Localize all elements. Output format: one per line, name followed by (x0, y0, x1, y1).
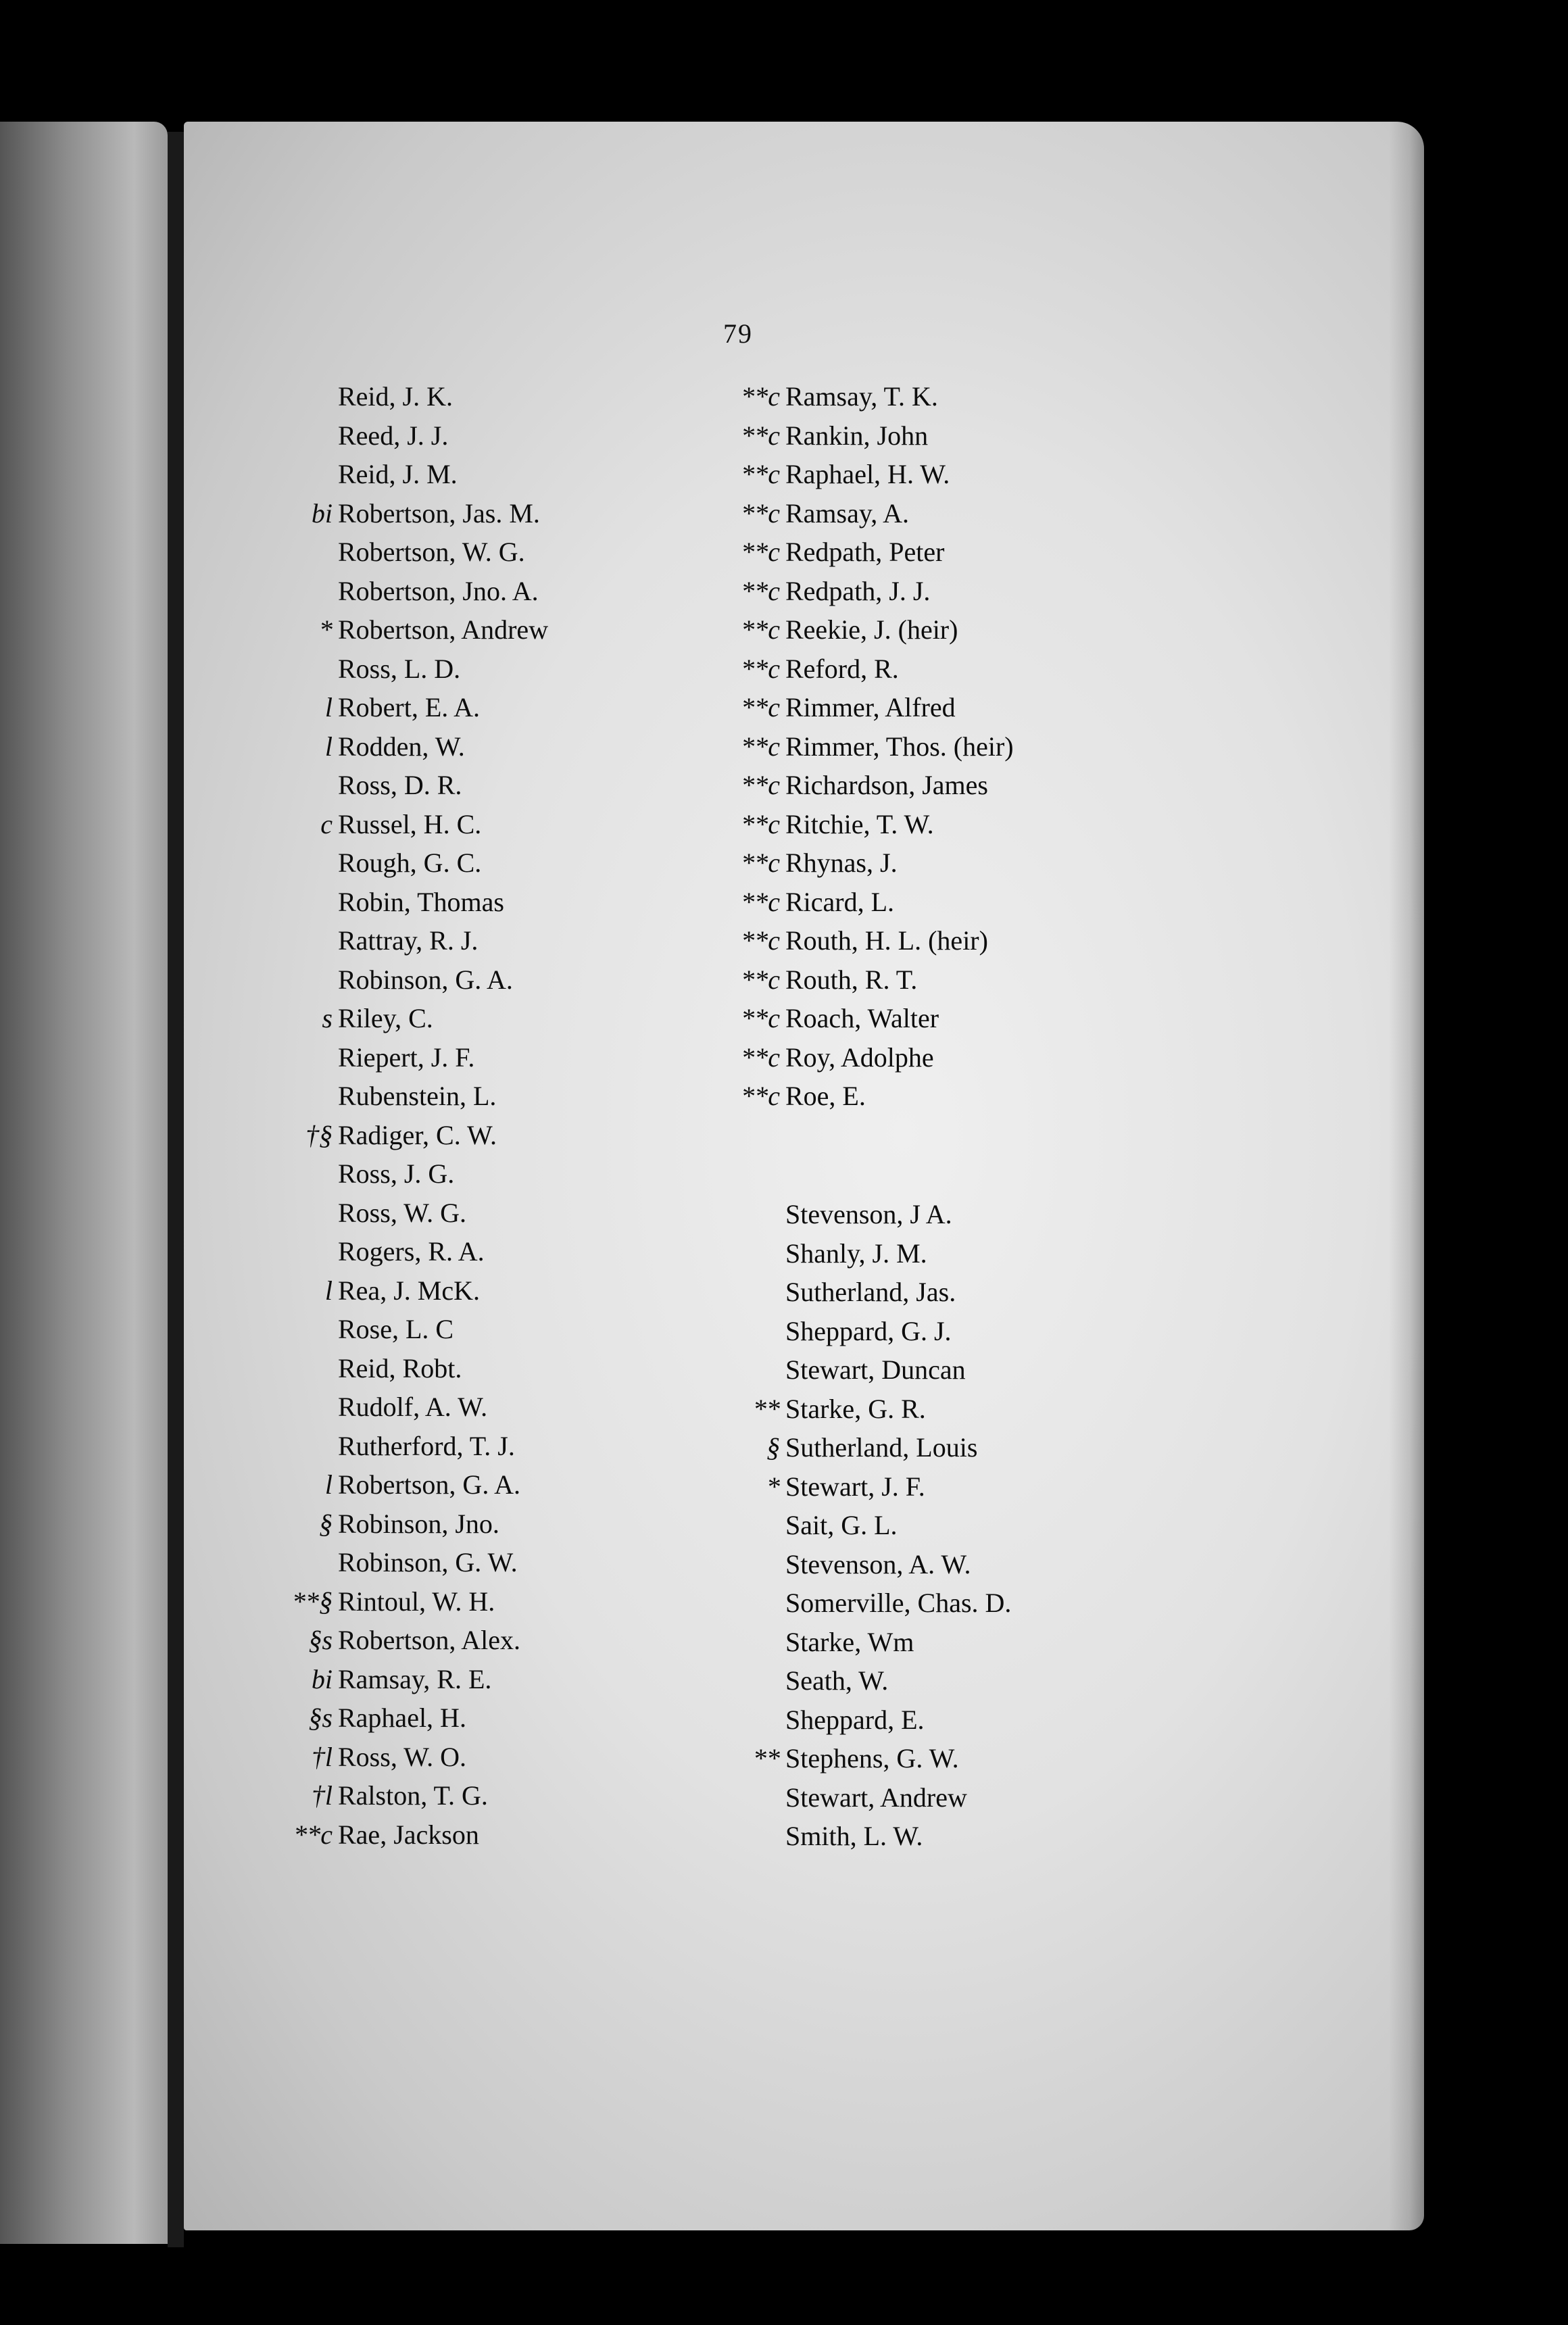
entry-mark: c (320, 808, 333, 839)
entry-name: Ramsay, R. E. (338, 1663, 492, 1694)
entry-mark: **c (741, 653, 780, 684)
name-entry (785, 1584, 1011, 1623)
name-entry (338, 883, 548, 922)
entry-mark: **c (293, 1819, 333, 1850)
name-entry (741, 766, 1014, 805)
entry-name: Sheppard, G. J. (785, 1315, 952, 1346)
name-entry (338, 533, 548, 572)
entry-mark: **c (741, 420, 780, 451)
entry-name: Rea, J. McK. (338, 1275, 480, 1306)
entry-name: Stevenson, A. W. (785, 1548, 971, 1580)
entry-mark: †l (311, 1741, 333, 1772)
entry-name: Ralston, T. G. (338, 1780, 488, 1811)
entry-name: Robertson, W. G. (338, 537, 525, 567)
name-entry (785, 1817, 1011, 1856)
entry-name: Rankin, John (785, 420, 929, 451)
entry-name: Somerville, Chas. D. (785, 1588, 1012, 1618)
entry-name: Robin, Thomas (338, 886, 504, 917)
entry-name: Rogers, R. A. (338, 1236, 485, 1267)
name-entry (785, 1623, 1011, 1662)
entry-name: Raphael, H. (338, 1703, 466, 1733)
entry-mark: †l (311, 1780, 333, 1811)
name-entry (741, 883, 1014, 922)
name-entry (741, 650, 1014, 689)
entry-mark: **c (741, 770, 780, 800)
name-entry (766, 1428, 1011, 1467)
entry-name: Reid, J. M. (338, 459, 458, 489)
name-entry (311, 1660, 548, 1699)
name-entry (741, 805, 1014, 844)
entry-mark: § (766, 1432, 780, 1463)
page-edge-shadow (1389, 122, 1424, 2230)
name-entry (338, 1194, 548, 1233)
name-entry (741, 1038, 1014, 1077)
entry-name: Ricard, L. (785, 886, 895, 917)
entry-name: Reid, J. K. (338, 381, 453, 412)
name-entry (741, 921, 1014, 960)
entry-name: Reekie, J. (heir) (785, 614, 958, 645)
entry-name: Ross, W. G. (338, 1197, 467, 1228)
entry-name: Russel, H. C. (338, 808, 482, 839)
name-entry (338, 650, 548, 689)
entry-name: Redpath, J. J. (785, 575, 931, 606)
entry-name: Ramsay, A. (785, 497, 909, 529)
entry-name: Rattray, R. J. (338, 925, 479, 956)
name-entry (311, 494, 548, 533)
entry-name: Sait, G. L. (785, 1510, 898, 1540)
entry-name: Reford, R. (785, 653, 899, 684)
entry-name: Rimmer, Alfred (785, 692, 956, 723)
name-entry (785, 1545, 1011, 1584)
entry-name: Routh, R. T. (785, 964, 918, 995)
name-entry (338, 1232, 548, 1271)
name-entry (324, 1465, 548, 1504)
name-entry (338, 921, 548, 960)
book-gutter (168, 132, 184, 2247)
name-entry (324, 727, 548, 766)
name-entry (338, 843, 548, 883)
page-number: 79 (723, 318, 753, 349)
entry-name: Robert, E. A. (338, 692, 480, 723)
entry-name: Radiger, C. W. (338, 1119, 497, 1150)
entry-name: Robertson, Andrew (338, 614, 549, 645)
entry-name: Rudolf, A. W. (338, 1392, 488, 1422)
entry-name: Stewart, Andrew (785, 1782, 967, 1813)
entry-mark: §s (308, 1703, 333, 1733)
entry-mark: § (319, 1508, 333, 1539)
name-entry (741, 455, 1014, 494)
entry-mark: **c (741, 1003, 780, 1033)
entry-name: Raphael, H. W. (785, 459, 950, 489)
entry-mark: **c (741, 575, 780, 606)
entry-name: Rubenstein, L. (338, 1081, 497, 1111)
entry-mark: **c (741, 459, 780, 489)
name-entry (338, 960, 548, 1000)
entry-name: Starke, Wm (785, 1626, 914, 1657)
name-entry (308, 1698, 548, 1738)
left-name-column (292, 377, 549, 1854)
entry-mark: **c (741, 614, 780, 645)
entry-name: Robinson, G. A. (338, 964, 513, 995)
name-entry (785, 1350, 1011, 1390)
name-entry (785, 1234, 1011, 1273)
right-name-column-s (753, 1195, 1012, 1856)
entry-name: Rough, G. C. (338, 848, 482, 878)
entry-name: Ritchie, T. W. (785, 808, 934, 839)
name-entry (338, 1154, 548, 1194)
name-entry (311, 1738, 548, 1777)
entry-mark: §s (308, 1625, 333, 1655)
name-entry (785, 1312, 1011, 1351)
name-entry (311, 1776, 548, 1815)
name-entry (292, 1582, 548, 1621)
name-entry (338, 1077, 548, 1116)
entry-mark: ** (753, 1393, 780, 1424)
name-entry (338, 1349, 548, 1388)
entry-name: Shanly, J. M. (785, 1238, 927, 1269)
name-entry (785, 1273, 1011, 1312)
entry-name: Smith, L. W. (785, 1821, 923, 1851)
entry-name: Stephens, G. W. (785, 1743, 959, 1773)
name-entry (322, 999, 548, 1038)
name-entry (338, 1038, 548, 1077)
entry-name: Rimmer, Thos. (heir) (785, 731, 1014, 762)
entry-name: Routh, H. L. (heir) (785, 925, 988, 956)
entry-mark: **c (741, 886, 780, 917)
entry-mark: **c (741, 848, 780, 878)
entry-name: Starke, G. R. (785, 1393, 926, 1424)
name-entry (338, 455, 548, 494)
entry-name: Richardson, James (785, 770, 988, 800)
entry-mark: **c (741, 731, 780, 762)
entry-name: Robertson, Jas. M. (338, 497, 540, 529)
entry-name: Riepert, J. F. (338, 1042, 475, 1073)
entry-mark: ** (753, 1743, 780, 1773)
name-entry (785, 1506, 1011, 1545)
right-name-column-r (741, 377, 1014, 1116)
entry-name: Riley, C. (338, 1003, 433, 1033)
name-entry (320, 805, 548, 844)
entry-mark: **c (741, 692, 780, 723)
entry-mark: **c (741, 808, 780, 839)
name-entry (305, 1116, 548, 1155)
entry-name: Stewart, Duncan (785, 1354, 966, 1385)
entry-name: Rae, Jackson (338, 1819, 479, 1850)
entry-name: Rutherford, T. J. (338, 1430, 515, 1461)
name-entry (741, 727, 1014, 766)
entry-name: Rodden, W. (338, 731, 465, 762)
name-entry (338, 377, 548, 416)
entry-mark: **c (741, 497, 780, 529)
entry-mark: **c (741, 925, 780, 956)
entry-name: Robertson, G. A. (338, 1469, 520, 1500)
name-entry (785, 1195, 1011, 1234)
entry-name: Redpath, Peter (785, 537, 945, 567)
entry-name: Reid, Robt. (338, 1352, 462, 1384)
entry-mark: l (324, 731, 333, 762)
name-entry (741, 610, 1014, 650)
entry-mark: **c (741, 381, 780, 412)
entry-mark: l (324, 692, 333, 723)
name-entry (741, 1077, 1014, 1116)
name-entry (338, 1543, 548, 1582)
previous-page-edge (0, 122, 168, 2244)
entry-name: Robinson, Jno. (338, 1508, 499, 1539)
name-entry (338, 1427, 548, 1466)
entry-mark: * (766, 1471, 780, 1502)
name-entry (741, 416, 1014, 456)
name-entry (741, 960, 1014, 1000)
entry-mark: **c (741, 964, 780, 995)
name-entry (319, 1504, 548, 1544)
name-entry (308, 1621, 548, 1660)
entry-mark: s (322, 1003, 333, 1033)
entry-name: Sutherland, Louis (785, 1432, 978, 1463)
entry-mark: **c (741, 537, 780, 567)
entry-name: Roach, Walter (785, 1003, 939, 1033)
name-entry (338, 416, 548, 456)
entry-name: Roy, Adolphe (785, 1042, 934, 1073)
entry-mark: bi (311, 497, 333, 529)
name-entry (741, 999, 1014, 1038)
entry-name: Stewart, J. F. (785, 1471, 925, 1502)
entry-name: Ross, L. D. (338, 653, 461, 684)
entry-mark: **§ (292, 1586, 333, 1617)
name-entry (741, 377, 1014, 416)
entry-name: Rose, L. C (338, 1314, 454, 1344)
entry-name: Roe, E. (785, 1081, 866, 1111)
name-entry (785, 1700, 1011, 1740)
entry-mark: * (319, 614, 333, 645)
entry-name: Sutherland, Jas. (785, 1277, 956, 1307)
entry-name: Seath, W. (785, 1665, 889, 1696)
name-entry (338, 1310, 548, 1349)
name-entry (753, 1390, 1011, 1429)
name-entry (741, 533, 1014, 572)
entry-name: Rhynas, J. (785, 848, 898, 878)
entry-mark: l (324, 1275, 333, 1306)
name-entry (319, 610, 549, 650)
entry-name: Sheppard, E. (785, 1704, 925, 1735)
name-entry (741, 494, 1014, 533)
entry-name: Robinson, G. W. (338, 1547, 518, 1577)
entry-name: Ross, D. R. (338, 770, 462, 800)
entry-mark: bi (311, 1663, 333, 1694)
entry-name: Ramsay, T. K. (785, 381, 938, 412)
entry-name: Ross, W. O. (338, 1741, 467, 1772)
entry-name: Rintoul, W. H. (338, 1586, 495, 1617)
entry-mark: **c (741, 1042, 780, 1073)
entry-name: Ross, J. G. (338, 1158, 455, 1189)
entry-mark: l (324, 1469, 333, 1500)
name-entry (766, 1467, 1011, 1507)
name-entry (338, 766, 548, 805)
entry-name: Robertson, Alex. (338, 1625, 520, 1655)
entry-mark: **c (741, 1081, 780, 1111)
entry-name: Reed, J. J. (338, 420, 449, 451)
name-entry (338, 572, 548, 611)
entry-name: Robertson, Jno. A. (338, 575, 539, 606)
name-entry (785, 1778, 1011, 1817)
name-entry (753, 1739, 1011, 1778)
book-page (184, 122, 1424, 2230)
name-entry (324, 688, 548, 727)
entry-mark: †§ (305, 1119, 333, 1150)
name-entry (293, 1815, 548, 1855)
name-entry (741, 688, 1014, 727)
name-entry (741, 843, 1014, 883)
name-entry (785, 1661, 1011, 1700)
name-entry (741, 572, 1014, 611)
name-entry (338, 1388, 548, 1427)
name-entry (324, 1271, 548, 1311)
entry-name: Stevenson, J A. (785, 1199, 952, 1229)
